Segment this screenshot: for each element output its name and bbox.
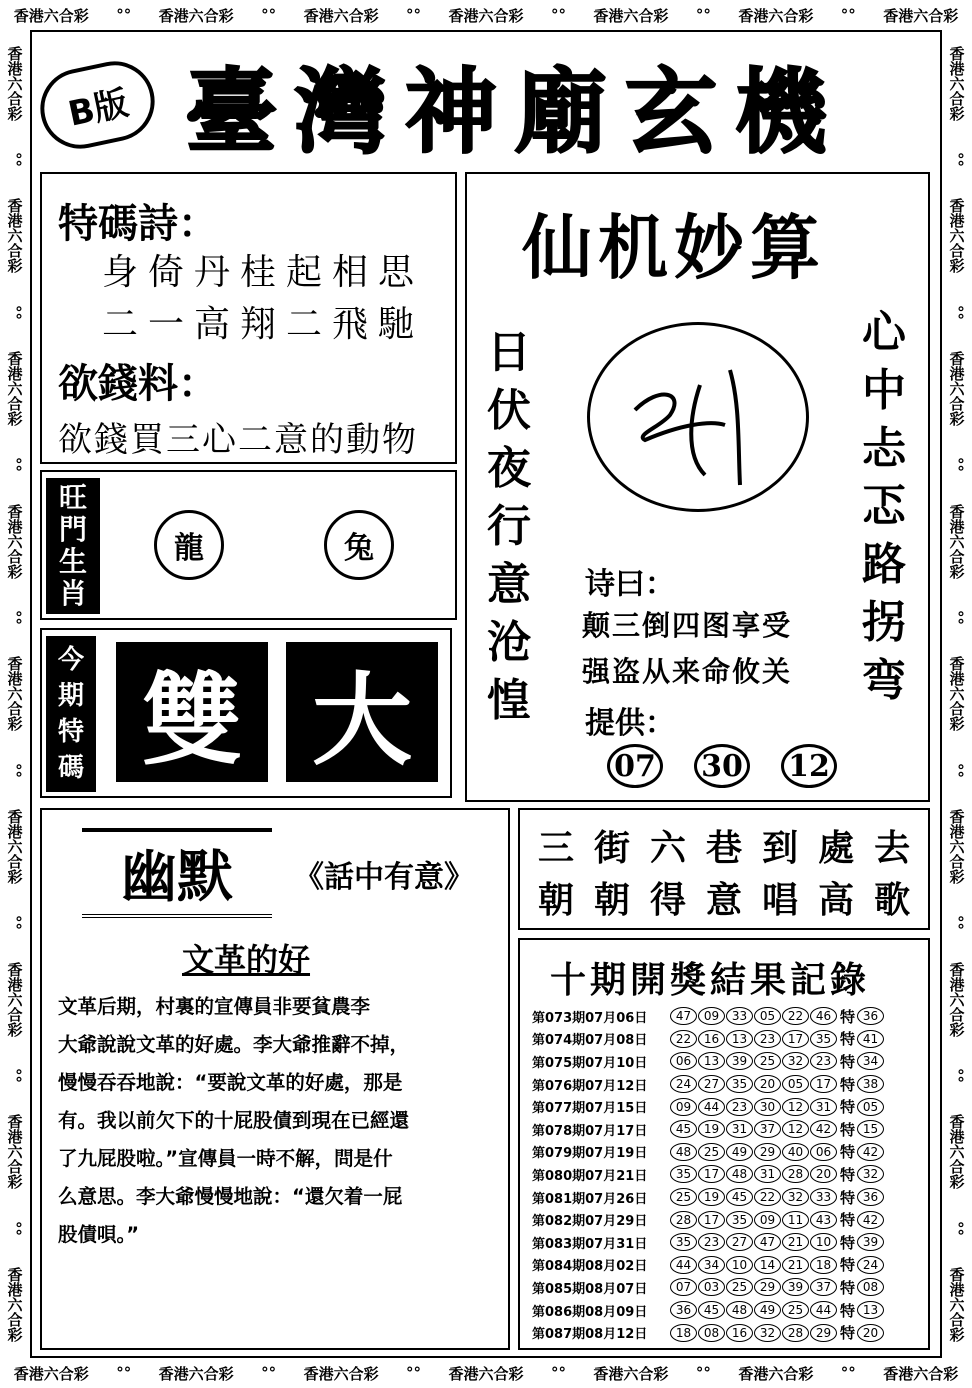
result-number: 25	[726, 1278, 753, 1296]
xianji-box	[465, 172, 930, 802]
story-line: 慢慢吞吞地說：“要說文革的好處，那是	[58, 1071, 403, 1094]
xianji-left-column	[487, 324, 531, 730]
special-label: 特	[840, 1211, 856, 1230]
left-column-char: 伏	[487, 385, 531, 436]
poem-line-1: 身倚丹桂起相思	[102, 252, 425, 293]
result-number: 46	[810, 1007, 837, 1025]
right-column-char: 心	[862, 307, 906, 358]
result-number: 28	[670, 1211, 697, 1229]
border-text: 香港六合彩	[947, 809, 966, 885]
provide-label: 提供：	[585, 706, 675, 741]
border-separator: °°	[948, 152, 966, 168]
border-text: 香港六合彩	[13, 6, 89, 25]
left-border	[0, 30, 30, 1358]
result-number: 11	[782, 1211, 809, 1229]
wangmen-box	[40, 470, 457, 620]
result-number: 19	[698, 1188, 725, 1206]
riddle-row-1	[538, 820, 910, 871]
left-column-char: 沧	[487, 617, 531, 668]
border-text: 香港六合彩	[883, 1364, 959, 1383]
result-label: 第084期08月02日	[532, 1259, 648, 1275]
result-number: 32	[782, 1052, 809, 1070]
special-label: 特	[840, 1233, 856, 1252]
border-separator: °°	[261, 6, 277, 24]
result-number: 25	[698, 1143, 725, 1161]
border-text: 香港六合彩	[448, 6, 524, 25]
result-number: 39	[726, 1052, 753, 1070]
border-separator: °°	[550, 6, 566, 24]
tema-label-char: 今	[57, 645, 84, 675]
riddle-char: 去	[874, 828, 911, 869]
joke-subtitle: 《話中有意》	[294, 860, 474, 895]
border-text: 香港六合彩	[738, 6, 814, 25]
joke-title: 幽默	[82, 828, 272, 918]
border-text: 香港六合彩	[13, 1364, 89, 1383]
bottom-border	[0, 1358, 972, 1388]
left-column-char: 行	[487, 501, 531, 552]
story-line: 么意思。李大爺慢慢地說：“還欠着一屁	[58, 1185, 403, 1208]
border-text: 香港六合彩	[5, 1267, 24, 1343]
special-label: 特	[840, 1143, 856, 1162]
result-number: 35	[670, 1165, 697, 1183]
border-separator: °°	[6, 915, 24, 931]
result-number: 32	[754, 1324, 781, 1342]
border-text: 香港六合彩	[947, 198, 966, 274]
result-number: 35	[810, 1030, 837, 1048]
result-number: 13	[726, 1030, 753, 1048]
special-label: 特	[840, 1256, 856, 1275]
result-number: 09	[754, 1211, 781, 1229]
riddle-row-2	[538, 872, 910, 923]
border-text: 香港六合彩	[738, 1364, 814, 1383]
result-row	[532, 1095, 924, 1118]
border-separator: °°	[116, 1364, 132, 1382]
result-number: 06	[810, 1143, 837, 1161]
result-number: 44	[810, 1301, 837, 1319]
result-number: 08	[698, 1324, 725, 1342]
special-label: 特	[840, 1075, 856, 1094]
border-separator: °°	[948, 610, 966, 626]
border-text: 香港六合彩	[5, 961, 24, 1037]
result-label: 第080期07月21日	[532, 1168, 648, 1184]
special-number: 42	[857, 1143, 884, 1161]
border-separator: °°	[6, 304, 24, 320]
result-number: 37	[810, 1278, 837, 1296]
special-label: 特	[840, 1098, 856, 1117]
result-label: 第086期08月09日	[532, 1304, 648, 1320]
result-number: 25	[782, 1301, 809, 1319]
right-border	[942, 30, 972, 1358]
provide-number: 12	[781, 744, 837, 788]
border-text: 香港六合彩	[303, 6, 379, 25]
special-number: 32	[857, 1165, 884, 1183]
result-number: 45	[726, 1188, 753, 1206]
special-number: 20	[857, 1324, 884, 1342]
riddle-char: 歌	[874, 880, 911, 921]
xianji-title: 仙机妙算	[522, 207, 826, 289]
result-number: 03	[698, 1278, 725, 1296]
special-number: 38	[857, 1075, 884, 1093]
special-number: 34	[857, 1052, 884, 1070]
border-separator: °°	[6, 610, 24, 626]
right-column-char: 路	[862, 539, 906, 590]
border-text: 香港六合彩	[593, 1364, 669, 1383]
result-number: 45	[698, 1301, 725, 1319]
signature-icon	[590, 325, 806, 509]
riddle-char: 意	[706, 880, 743, 921]
right-column-char: 中	[862, 365, 906, 416]
result-number: 31	[810, 1098, 837, 1116]
result-number: 21	[782, 1233, 809, 1251]
result-number: 47	[670, 1007, 697, 1025]
border-separator: °°	[6, 457, 24, 473]
border-text: 香港六合彩	[303, 1364, 379, 1383]
border-text: 香港六合彩	[947, 961, 966, 1037]
wangmen-label-char: 門	[58, 513, 87, 546]
rabbit-zodiac: 兔	[324, 510, 394, 580]
right-column-char: 拐	[862, 597, 906, 648]
special-label: 特	[840, 1301, 856, 1320]
special-label: 特	[840, 1188, 856, 1207]
tema-label	[46, 636, 96, 792]
border-separator: °°	[695, 1364, 711, 1382]
result-number: 24	[670, 1075, 697, 1093]
special-label: 特	[840, 1120, 856, 1139]
border-separator: °°	[948, 915, 966, 931]
result-number: 14	[754, 1256, 781, 1274]
result-label: 第087期08月12日	[532, 1327, 648, 1343]
result-number: 23	[698, 1233, 725, 1251]
result-number: 32	[782, 1188, 809, 1206]
result-number: 33	[810, 1188, 837, 1206]
border-text: 香港六合彩	[448, 1364, 524, 1383]
riddle-char: 六	[650, 828, 687, 869]
result-number: 30	[754, 1098, 781, 1116]
tema-label-char: 特	[57, 717, 84, 747]
story-line: 股債唄。”	[58, 1223, 140, 1246]
special-number: 41	[857, 1030, 884, 1048]
border-separator: °°	[695, 6, 711, 24]
result-row	[532, 1254, 924, 1277]
result-number: 29	[810, 1324, 837, 1342]
poem-label: 特碼詩：	[58, 201, 218, 247]
border-text: 香港六合彩	[947, 45, 966, 121]
border-separator: °°	[948, 1220, 966, 1236]
special-label: 特	[840, 1165, 856, 1184]
border-text: 香港六合彩	[5, 809, 24, 885]
result-row	[532, 1321, 924, 1344]
border-text: 香港六合彩	[158, 6, 234, 25]
story-line: 了九屁股啦。”宣傳員一時不解，問是什	[58, 1147, 393, 1170]
special-number: 42	[857, 1211, 884, 1229]
result-number: 25	[670, 1188, 697, 1206]
result-number: 49	[754, 1301, 781, 1319]
result-number: 17	[810, 1075, 837, 1093]
right-column-char: 忑	[862, 481, 906, 532]
border-separator: °°	[948, 762, 966, 778]
special-number: 36	[857, 1007, 884, 1025]
result-number: 12	[782, 1098, 809, 1116]
special-label: 特	[840, 1324, 856, 1343]
result-number: 35	[726, 1075, 753, 1093]
result-number: 44	[670, 1256, 697, 1274]
result-row	[532, 1163, 924, 1186]
special-label: 特	[840, 1007, 856, 1026]
result-label: 第085期08月07日	[532, 1281, 648, 1297]
tema-box	[40, 628, 452, 798]
border-separator: °°	[261, 1364, 277, 1382]
border-separator: °°	[6, 762, 24, 778]
xianji-poem-2: 强盗从来命攸关	[582, 655, 793, 688]
result-number: 07	[670, 1278, 697, 1296]
result-number: 10	[726, 1256, 753, 1274]
result-label: 第081期07月26日	[532, 1191, 648, 1207]
result-number: 10	[810, 1233, 837, 1251]
header	[40, 40, 930, 170]
special-number: 36	[857, 1188, 884, 1206]
money-label: 欲錢料：	[58, 361, 218, 407]
dragon-zodiac: 龍	[154, 510, 224, 580]
result-number: 48	[726, 1165, 753, 1183]
result-number: 16	[698, 1030, 725, 1048]
riddle-char: 得	[650, 880, 687, 921]
riddle-char: 處	[818, 828, 855, 869]
wangmen-label-char: 肖	[58, 577, 87, 610]
riddle-box	[518, 808, 930, 930]
border-text: 香港六合彩	[947, 1267, 966, 1343]
border-text: 香港六合彩	[947, 656, 966, 732]
border-separator: °°	[948, 1068, 966, 1084]
border-text: 香港六合彩	[947, 1114, 966, 1190]
border-text: 香港六合彩	[5, 45, 24, 121]
result-number: 28	[782, 1165, 809, 1183]
result-row	[532, 1208, 924, 1231]
story-line: 有。我以前欠下的十屁股債到現在已經還	[58, 1109, 410, 1132]
special-number: 13	[857, 1301, 884, 1319]
result-number: 18	[810, 1256, 837, 1274]
result-number: 27	[698, 1075, 725, 1093]
border-text: 香港六合彩	[5, 503, 24, 579]
xianji-right-column	[862, 304, 906, 710]
riddle-char: 朝	[538, 880, 575, 921]
result-label: 第079期07月19日	[532, 1146, 648, 1162]
left-column-char: 日	[487, 327, 531, 378]
result-row	[532, 1276, 924, 1299]
results-table	[532, 1005, 924, 1344]
result-number: 05	[754, 1007, 781, 1025]
result-number: 49	[726, 1143, 753, 1161]
riddle-char: 到	[762, 828, 799, 869]
border-separator: °°	[840, 6, 856, 24]
story-line: 文革后期，村裏的宣傳員非要貧農李	[58, 995, 371, 1018]
border-separator: °°	[6, 1068, 24, 1084]
result-number: 23	[810, 1052, 837, 1070]
border-separator: °°	[116, 6, 132, 24]
wangmen-label-char: 旺	[58, 481, 87, 514]
riddle-char: 唱	[762, 880, 799, 921]
result-number: 28	[782, 1324, 809, 1342]
border-separator: °°	[6, 1220, 24, 1236]
tema-char-2: 大	[286, 642, 438, 782]
special-label: 特	[840, 1278, 856, 1297]
provide-number: 07	[607, 744, 663, 788]
result-label: 第083期07月31日	[532, 1236, 648, 1252]
border-separator: °°	[6, 152, 24, 168]
joke-box	[40, 808, 510, 1350]
result-row	[532, 1050, 924, 1073]
border-text: 香港六合彩	[158, 1364, 234, 1383]
result-number: 44	[698, 1098, 725, 1116]
result-number: 20	[754, 1075, 781, 1093]
results-title: 十期開獎結果記錄	[550, 960, 871, 1001]
result-label: 第078期07月17日	[532, 1123, 648, 1139]
result-number: 17	[698, 1165, 725, 1183]
border-text: 香港六合彩	[947, 351, 966, 427]
result-number: 23	[754, 1030, 781, 1048]
border-separator: °°	[948, 304, 966, 320]
result-number: 17	[698, 1211, 725, 1229]
top-border	[0, 0, 972, 30]
left-column-char: 意	[487, 559, 531, 610]
result-number: 22	[754, 1188, 781, 1206]
border-text: 香港六合彩	[593, 6, 669, 25]
result-number: 13	[698, 1052, 725, 1070]
money-clue: 欲錢買三心二意的動物	[58, 420, 418, 460]
riddle-char: 街	[594, 828, 631, 869]
result-row	[532, 1141, 924, 1164]
tema-label-char: 期	[57, 681, 84, 711]
result-number: 09	[670, 1098, 697, 1116]
result-row	[532, 1118, 924, 1141]
result-number: 42	[810, 1120, 837, 1138]
result-number: 36	[670, 1301, 697, 1319]
result-number: 34	[698, 1256, 725, 1274]
result-number: 09	[698, 1007, 725, 1025]
result-number: 16	[726, 1324, 753, 1342]
result-number: 29	[754, 1278, 781, 1296]
edition-badge: B版	[33, 54, 162, 156]
poem-say-label: 诗曰：	[585, 567, 675, 602]
border-separator: °°	[406, 1364, 422, 1382]
result-number: 43	[810, 1211, 837, 1229]
special-number: 24	[857, 1256, 884, 1274]
border-text: 香港六合彩	[883, 6, 959, 25]
right-column-char: 弯	[862, 655, 906, 706]
result-number: 12	[782, 1120, 809, 1138]
left-column-char: 惶	[487, 675, 531, 726]
result-row	[532, 1073, 924, 1096]
special-label: 特	[840, 1030, 856, 1049]
result-label: 第077期07月15日	[532, 1101, 648, 1117]
result-row	[532, 1299, 924, 1322]
joke-heading: 文革的好	[182, 941, 311, 979]
result-row	[532, 1186, 924, 1209]
left-column-char: 夜	[487, 443, 531, 494]
riddle-char: 朝	[594, 880, 631, 921]
result-number: 18	[670, 1324, 697, 1342]
poem-box	[40, 172, 457, 464]
result-number: 48	[670, 1143, 697, 1161]
riddle-char: 高	[818, 880, 855, 921]
result-number: 22	[670, 1030, 697, 1048]
result-number: 17	[782, 1030, 809, 1048]
story-line: 大爺說說文革的好處。李大爺推辭不掉，	[58, 1033, 410, 1056]
right-column-char: 忐	[862, 423, 906, 474]
wangmen-label	[46, 478, 100, 614]
result-row	[532, 1005, 924, 1028]
riddle-char: 巷	[706, 828, 743, 869]
result-number: 20	[810, 1165, 837, 1183]
result-label: 第073期07月06日	[532, 1010, 648, 1026]
result-number: 47	[754, 1233, 781, 1251]
result-number: 27	[726, 1233, 753, 1251]
result-number: 06	[670, 1052, 697, 1070]
result-label: 第075期07月10日	[532, 1055, 648, 1071]
result-number: 31	[726, 1120, 753, 1138]
special-number: 15	[857, 1120, 884, 1138]
border-text: 香港六合彩	[5, 656, 24, 732]
border-text: 香港六合彩	[5, 351, 24, 427]
result-number: 21	[782, 1256, 809, 1274]
result-number: 05	[782, 1075, 809, 1093]
border-separator: °°	[948, 457, 966, 473]
special-number: 08	[857, 1278, 884, 1296]
result-number: 31	[754, 1165, 781, 1183]
result-number: 19	[698, 1120, 725, 1138]
result-number: 35	[726, 1211, 753, 1229]
page-title: 臺灣神廟玄機	[185, 59, 846, 166]
result-number: 33	[726, 1007, 753, 1025]
border-separator: °°	[550, 1364, 566, 1382]
result-number: 29	[754, 1143, 781, 1161]
poem-line-2: 二一高翔二飛馳	[102, 304, 425, 345]
result-number: 37	[754, 1120, 781, 1138]
riddle-char: 三	[538, 828, 575, 869]
signature-circle	[587, 322, 809, 512]
result-number: 23	[726, 1098, 753, 1116]
result-label: 第082期07月29日	[532, 1214, 648, 1230]
border-text: 香港六合彩	[5, 198, 24, 274]
special-label: 特	[840, 1052, 856, 1071]
border-text: 香港六合彩	[947, 503, 966, 579]
result-number: 45	[670, 1120, 697, 1138]
result-number: 48	[726, 1301, 753, 1319]
tema-char-1: 雙	[116, 642, 268, 782]
result-row	[532, 1028, 924, 1051]
result-number: 39	[782, 1278, 809, 1296]
result-number: 35	[670, 1233, 697, 1251]
result-number: 22	[782, 1007, 809, 1025]
provide-number: 30	[694, 744, 750, 788]
border-text: 香港六合彩	[5, 1114, 24, 1190]
special-number: 39	[857, 1233, 884, 1251]
result-number: 40	[782, 1143, 809, 1161]
result-row	[532, 1231, 924, 1254]
wangmen-label-char: 生	[58, 545, 87, 578]
joke-story	[58, 988, 498, 1254]
tema-label-char: 碼	[57, 753, 84, 783]
result-label: 第076期07月12日	[532, 1078, 648, 1094]
border-separator: °°	[406, 6, 422, 24]
result-number: 25	[754, 1052, 781, 1070]
xianji-poem-1: 颠三倒四图享受	[582, 609, 793, 642]
border-separator: °°	[840, 1364, 856, 1382]
result-label: 第074期07月08日	[532, 1033, 648, 1049]
special-number: 05	[857, 1098, 884, 1116]
